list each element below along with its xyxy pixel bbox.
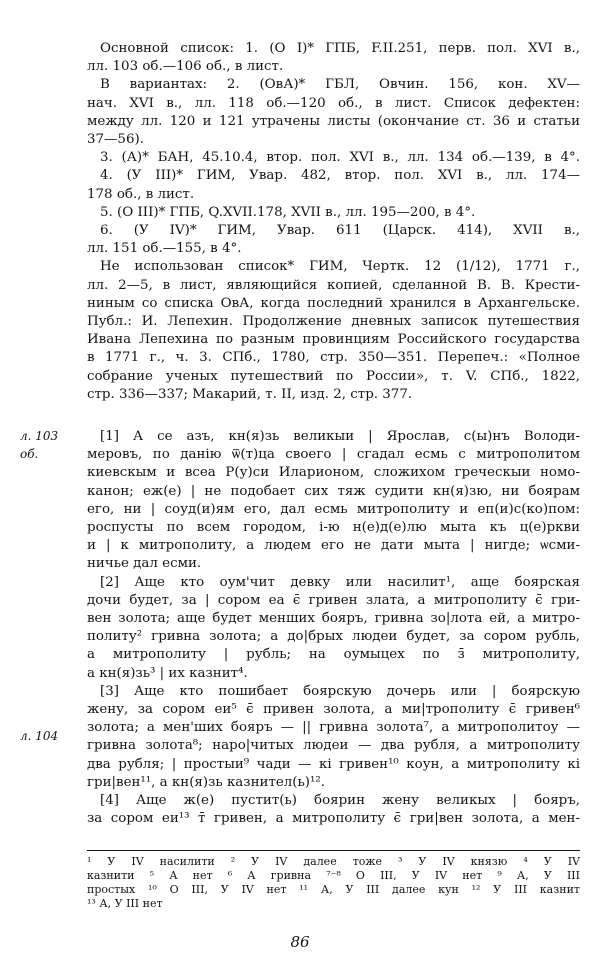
footnote-line: ¹³ А, У III нет xyxy=(87,897,163,910)
text-line: золота; а мен'ших бояръ — || гривна золота⁷, а митрополитоу — xyxy=(87,720,580,736)
source-line: 37—56). xyxy=(87,132,144,148)
text-line: политу² гривна золота; а до|брых людеи будет, за сором рубль, xyxy=(87,629,580,645)
source-line: 3. (А)* БАН, 45.10.4, втор. пол. XVI в., лл. 134 об.—139, в 4°. xyxy=(100,150,580,166)
source-line: 178 об., в лист. xyxy=(87,186,195,202)
text-line: гривна золота⁸; наро|читых людеи — два рубля, а митрополиту xyxy=(87,738,580,754)
source-line: лл. 103 об.—106 об., в лист. xyxy=(87,59,284,75)
source-line: лл. 151 об.—155, в 4°. xyxy=(87,241,242,257)
text-line: жену, за сором еи⁵ є̄ привен золота, а ми|трополиту є̄ гривен⁶ xyxy=(87,702,580,718)
source-line: между лл. 120 и 121 утрачены листы (окончание ст. 36 и статьи xyxy=(87,113,580,129)
source-line: нач. XVI в., лл. 118 об.—120 об., в лист. Список дефектен: xyxy=(87,95,580,111)
text-line: [2] Аще кто оум'чит девку или насилит¹, аще боярская xyxy=(100,574,580,590)
text-line: а кн(я)зь³ | их казнит⁴. xyxy=(87,665,248,681)
manuscript-sources xyxy=(87,40,580,404)
folio-marker-verso: об. xyxy=(20,447,39,461)
text-line: киевскым и всеа Р(у)си Иларионом, сложихом греческыи номо- xyxy=(87,465,580,481)
text-line: за сором еи¹³ т̄ гривен, а митрополиту є̄ гри|вен золота, а мен- xyxy=(87,811,580,827)
text-line: вен золота; аще будет менших бояръ, гривна зо|лота ей, а митро- xyxy=(87,611,580,627)
footnote-line: казнити ⁵ А нет ⁶ А гривна ⁷⁻⁸ О III, У IV нет ⁹ А, У III xyxy=(87,869,580,882)
text-line: ничье дал есми. xyxy=(87,556,202,572)
publication-line: Публ.: И. Лепехин. Продолжение дневных записок путешествия xyxy=(87,314,580,330)
text-line: канон; еж(е) | не подобает сих тяж судити кн(я)зю, ни боярам xyxy=(87,483,580,499)
publication-line: собрание ученых путешествий по России», т. V. СПб., 1822, xyxy=(87,368,580,384)
publication-line: Ивана Лепехина по разным провинциям Российского государства xyxy=(87,332,580,348)
text-line: меровъ, по данію ѿ(т)ца своего | сгадал есмь с митрополитом xyxy=(87,447,580,463)
charter-text xyxy=(87,428,580,828)
source-line: 5. (О III)* ГПБ, Q.XVII.178, XVII в., лл. 195—200, в 4°. xyxy=(100,204,476,220)
footnote-line: ¹ У IV насилити ² У IV далее тоже ³ У IV князю ⁴ У IV xyxy=(87,855,580,868)
publication-line: стр. 336—337; Макарий, т. II, изд. 2, стр. 377. xyxy=(87,386,413,402)
folio-marker: л. 104 xyxy=(20,729,59,743)
text-line: а митрополиту | рубль; на оумыцех по з̄ митрополиту, xyxy=(87,647,580,663)
footnotes xyxy=(87,850,580,911)
folio-marker: л. 103 xyxy=(20,429,59,443)
text-line: [1] А се азъ, кн(я)зь великыи | Ярослав, с(ы)нъ Володи- xyxy=(100,429,580,444)
text-line: дочи будет, за | сором еа є̄ гривен злата, а митрополиту є̄ гри- xyxy=(87,592,580,608)
text-line: роспусты по всем городом, і-ю н(е)д(е)лю мыта къ ц(е)ркви xyxy=(87,520,580,536)
publication-line: в 1771 г., ч. 3. СПб., 1780, стр. 350—351. Перепеч.: «Полное xyxy=(87,350,580,366)
source-line: В вариантах: 2. (ОвА)* ГБЛ, Овчин. 156, кон. XV— xyxy=(100,77,580,93)
source-line: ниным со списка ОвА, когда последний хранился в Архангельске. xyxy=(87,295,580,311)
text-line: [3] Аще кто пошибает боярскую дочерь или | боярскую xyxy=(100,683,580,699)
text-line: и | к митрополиту, а людем его не дати мыта | нигде; ѡсми- xyxy=(87,538,580,554)
text-line: его, ни | соуд(и)ям его, дал есмь митрополиту и еп(и)с(ко)пом: xyxy=(87,501,580,517)
source-line: Не использован список* ГИМ, Чертк. 12 (1/12), 1771 г., xyxy=(100,259,580,275)
text-line: гри|вен¹¹, а кн(я)зь казнител(ь)¹². xyxy=(87,774,326,790)
text-line: два рубля; | простыи⁹ чади — кі гривен¹⁰ коун, а митрополиту кі xyxy=(87,756,580,772)
footnote-line: простых ¹⁰ О III, У IV нет ¹¹ А, У III далее кун ¹² У III казнит xyxy=(87,883,580,896)
text-line: [4] Аще ж(е) пустит(ь) боярин жену великых | бояръ, xyxy=(100,793,580,809)
page-number: 86 xyxy=(290,933,310,951)
source-line: Основной список: 1. (О I)* ГПБ, F.II.251, перв. пол. XVI в., xyxy=(100,41,580,56)
source-line: лл. 2—5, в лист, являющийся копией, сделанной В. В. Крести- xyxy=(87,277,580,293)
source-line: 6. (У IV)* ГИМ, Увар. 611 (Царск. 414), XVII в., xyxy=(100,223,580,239)
source-line: 4. (У III)* ГИМ, Увар. 482, втор. пол. XVI в., лл. 174— xyxy=(100,168,580,184)
